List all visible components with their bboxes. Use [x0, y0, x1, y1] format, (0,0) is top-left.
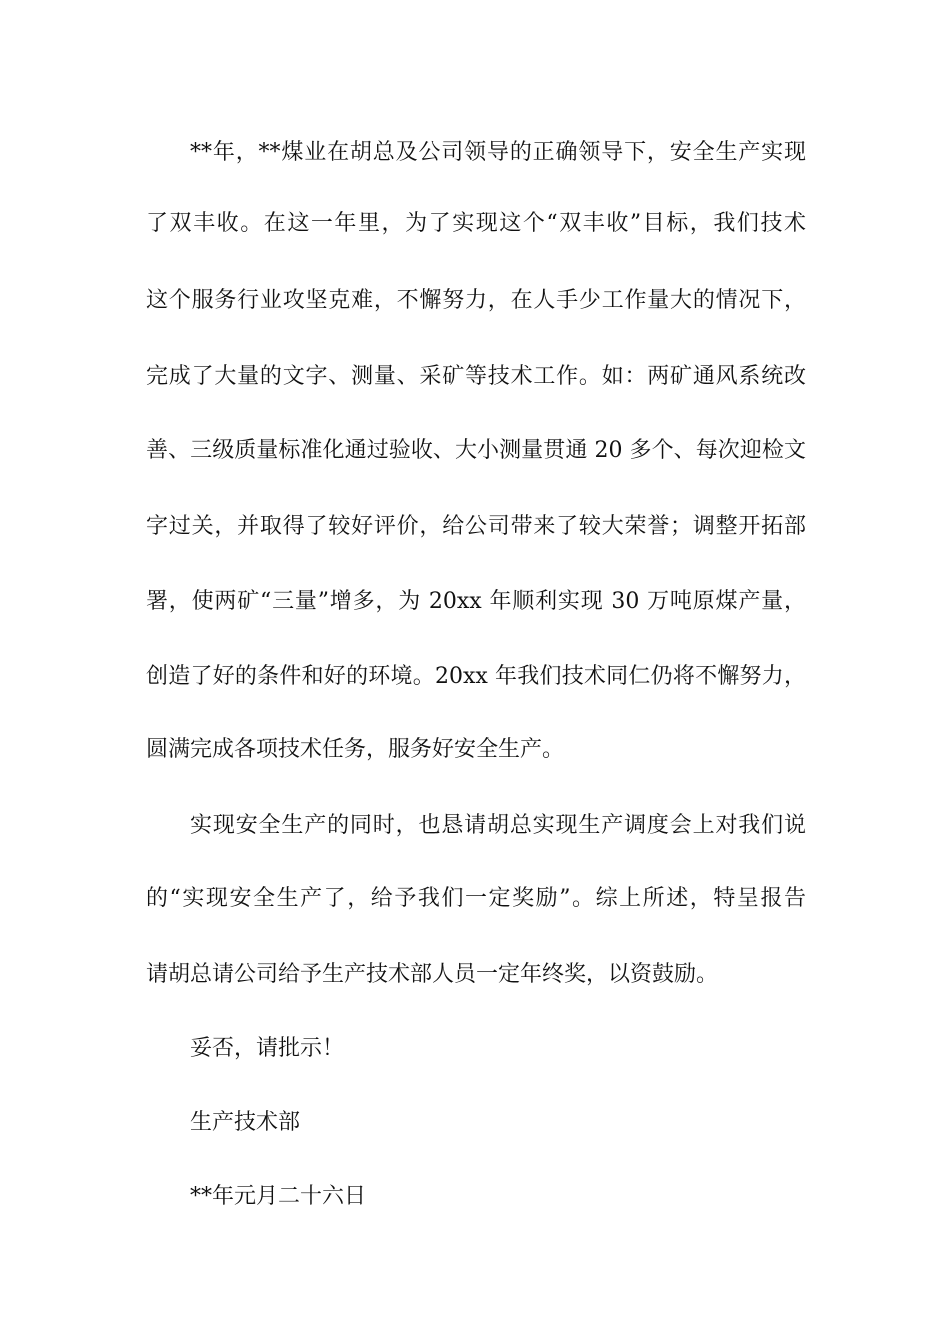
- paragraph-1-line-6: 字过关，并取得了较好评价，给公司带来了较大荣誉；调整开拓部: [146, 514, 806, 539]
- paragraph-1-line-8: 创造了好的条件和好的环境。20xx 年我们技术同仁仍将不懈努力，: [146, 664, 806, 689]
- paragraph-1-line-4: 完成了大量的文字、测量、采矿等技术工作。如：两矿通风系统改: [146, 364, 806, 389]
- paragraph-2-line-3: 请胡总请公司给予生产技术部人员一定年终奖，以资鼓励。: [146, 962, 719, 987]
- signature: 生产技术部: [190, 1110, 301, 1135]
- paragraph-2-line-2: 的“实现安全生产了，给予我们一定奖励”。综上所述，特呈报告: [146, 886, 806, 911]
- paragraph-2-line-1: 实现安全生产的同时，也恳请胡总实现生产调度会上对我们说: [190, 813, 806, 838]
- paragraph-1-line-5: 善、三级质量标准化通过验收、大小测量贯通 20 多个、每次迎检文: [146, 438, 806, 463]
- paragraph-1-line-2: 了双丰收。在这一年里，为了实现这个“双丰收”目标，我们技术: [146, 211, 806, 236]
- date: **年元月二十六日: [190, 1184, 367, 1209]
- closing-line: 妥否，请批示！: [190, 1036, 345, 1061]
- paragraph-1-line-9: 圆满完成各项技术任务，服务好安全生产。: [146, 737, 565, 762]
- paragraph-1-line-1: **年，**煤业在胡总及公司领导的正确领导下，安全生产实现: [190, 140, 806, 165]
- paragraph-1-line-7: 署，使两矿“三量”增多，为 20xx 年顺利实现 30 万吨原煤产量，: [146, 589, 806, 614]
- paragraph-1-line-3: 这个服务行业攻坚克难，不懈努力，在人手少工作量大的情况下，: [146, 288, 806, 313]
